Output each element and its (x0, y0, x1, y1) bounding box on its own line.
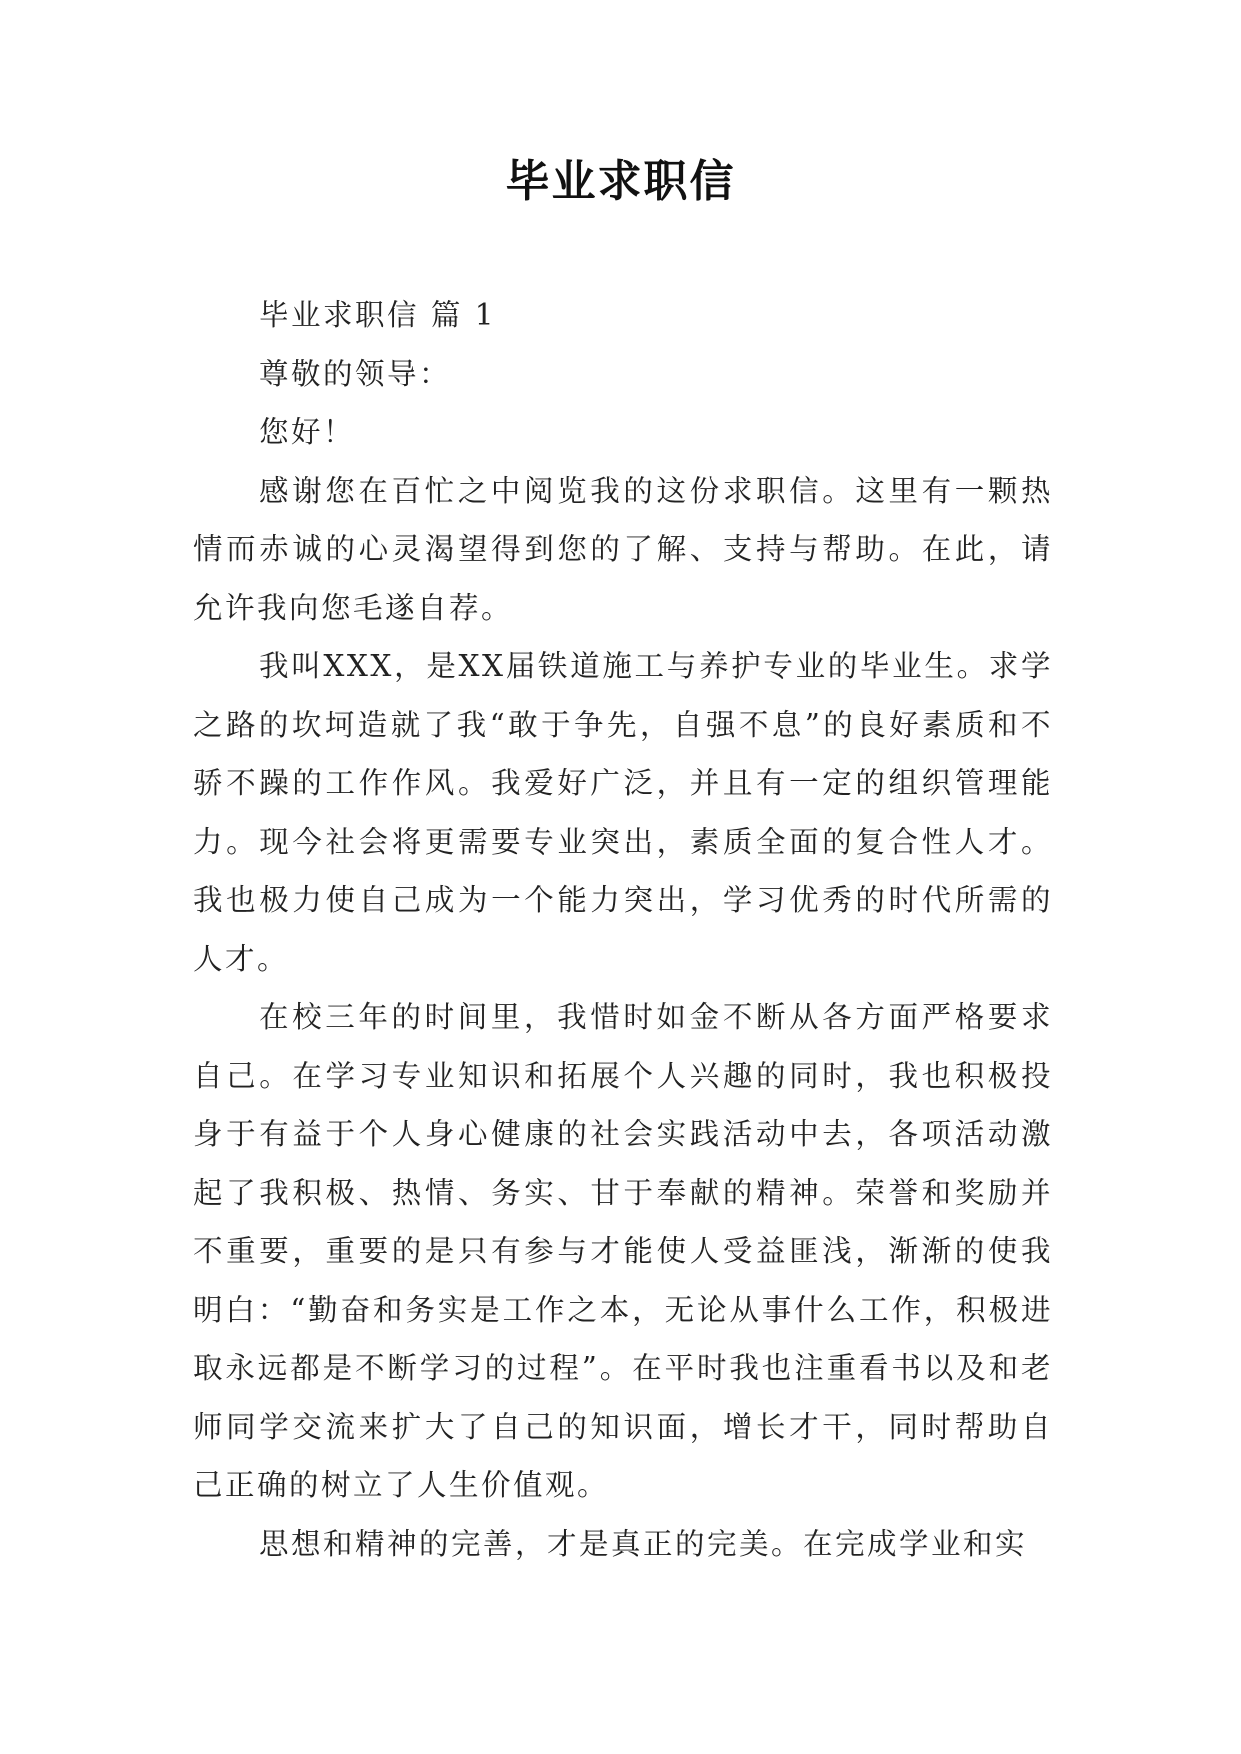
paragraph-greeting: 您好！ (259, 415, 356, 449)
paragraph-salutation: 尊敬的领导： (259, 356, 452, 391)
document-title: 毕业求职信 (505, 156, 736, 207)
paragraph-self-introduction: 我叫XXX，是XX届铁道施工与养护专业的毕业生。求学之路的坎坷造就了我“敢于争先，自强不息”的良好素质和不骄不躁的工作作风。我爱好广泛，并且有一定的组织管理能力。现今社会将更需要专业突出，素质全面的复合性人才。我也极力使自己成为一个能力突出，学习优秀的时代所需的人才。 (193, 649, 1053, 976)
paragraph-intro: 感谢您在百忙之中阅览我的这份求职信。这里有一颗热情而赤诚的心灵渴望得到您的了解、支持与帮助。在此，请允许我向您毛遂自荐。 (193, 473, 1053, 625)
paragraph-school-life: 在校三年的时间里，我惜时如金不断从各方面严格要求自己。在学习专业知识和拓展个人兴趣的同时，我也积极投身于有益于个人身心健康的社会实践活动中去，各项活动激起了我积极、热情、务实、甘于奉献的精神。荣誉和奖励并不重要，重要的是只有参与才能使人受益匪浅，渐渐的使我明白：“勤奋和务实是工作之本，无论从事什么工作，积极进取永远都是不断学习的过程”。在平时我也注重看书以及和老师同学交流来扩大了自己的知识面，增长才干，同时帮助自己正确的树立了人生价值观。 (193, 1000, 1053, 1502)
paragraph-thoughts: 思想和精神的完善，才是真正的完美。在完成学业和实 (259, 1526, 1028, 1561)
paragraph-heading: 毕业求职信 篇 1 (259, 298, 497, 332)
document-body (193, 286, 1053, 1573)
